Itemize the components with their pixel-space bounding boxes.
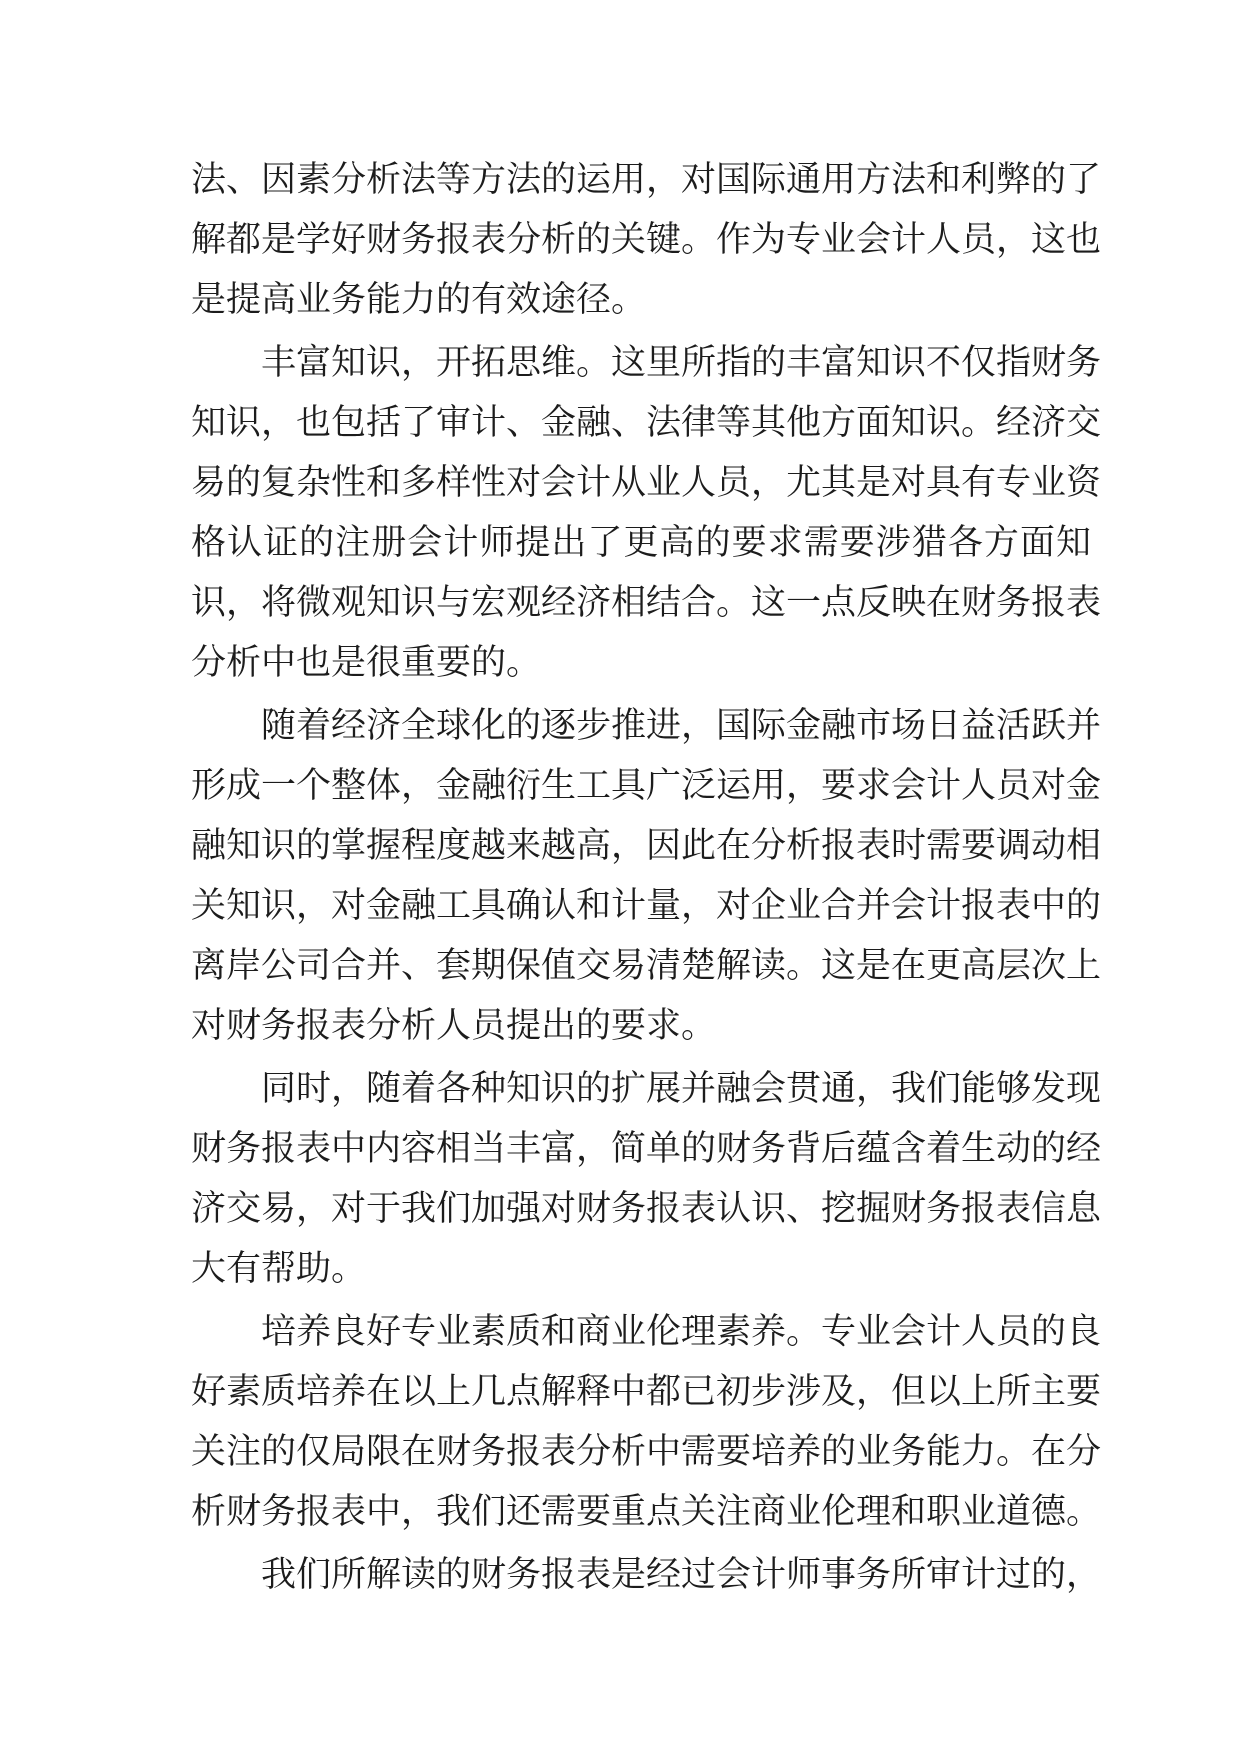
text-line: 好素质培养在以上几点解释中都已初步涉及，但以上所主要 (191, 1372, 1102, 1412)
text-line: 对财务报表分析人员提出的要求。 (191, 1006, 717, 1046)
paragraph (191, 333, 1102, 693)
document-body (191, 150, 1102, 1608)
text-line: 财务报表中内容相当丰富，简单的财务背后蕴含着生动的经 (191, 1129, 1102, 1169)
text-line: 分析中也是很重要的。 (191, 643, 542, 683)
paragraph (191, 1302, 1102, 1542)
paragraph (191, 1545, 1102, 1605)
text-line: 大有帮助。 (191, 1249, 367, 1289)
paragraph (191, 696, 1102, 1056)
paragraph (191, 150, 1102, 330)
paragraph (191, 1059, 1102, 1299)
text-line: 是提高业务能力的有效途径。 (191, 280, 647, 320)
text-line: 法、因素分析法等方法的运用，对国际通用方法和利弊的了 (191, 160, 1102, 200)
text-line: 我们所解读的财务报表是经过会计师事务所审计过的， (261, 1555, 1102, 1595)
text-line: 知识，也包括了审计、金融、法律等其他方面知识。经济交 (191, 403, 1102, 443)
text-line: 济交易，对于我们加强对财务报表认识、挖掘财务报表信息 (191, 1189, 1102, 1229)
text-line: 融知识的掌握程度越来越高，因此在分析报表时需要调动相 (191, 826, 1102, 866)
text-line: 培养良好专业素质和商业伦理素养。专业会计人员的良 (261, 1312, 1102, 1352)
text-line: 丰富知识，开拓思维。这里所指的丰富知识不仅指财务 (261, 343, 1102, 383)
text-line: 形成一个整体，金融衍生工具广泛运用，要求会计人员对金 (191, 766, 1102, 806)
text-line: 析财务报表中，我们还需要重点关注商业伦理和职业道德。 (191, 1492, 1102, 1532)
text-line: 同时，随着各种知识的扩展并融会贯通，我们能够发现 (261, 1069, 1102, 1109)
text-line: 关知识，对金融工具确认和计量，对企业合并会计报表中的 (191, 886, 1102, 926)
text-line: 关注的仅局限在财务报表分析中需要培养的业务能力。在分 (191, 1432, 1102, 1472)
text-line: 离岸公司合并、套期保值交易清楚解读。这是在更高层次上 (191, 946, 1102, 986)
text-line: 易的复杂性和多样性对会计从业人员，尤其是对具有专业资 (191, 463, 1102, 503)
text-line: 识，将微观知识与宏观经济相结合。这一点反映在财务报表 (191, 583, 1102, 623)
text-line: 格认证的注册会计师提出了更高的要求需要涉猎各方面知 (191, 523, 1091, 563)
text-line: 解都是学好财务报表分析的关键。作为专业会计人员，这也 (191, 220, 1102, 260)
paragraph-gap (191, 1605, 1091, 1608)
text-line: 随着经济全球化的逐步推进，国际金融市场日益活跃并 (261, 706, 1102, 746)
